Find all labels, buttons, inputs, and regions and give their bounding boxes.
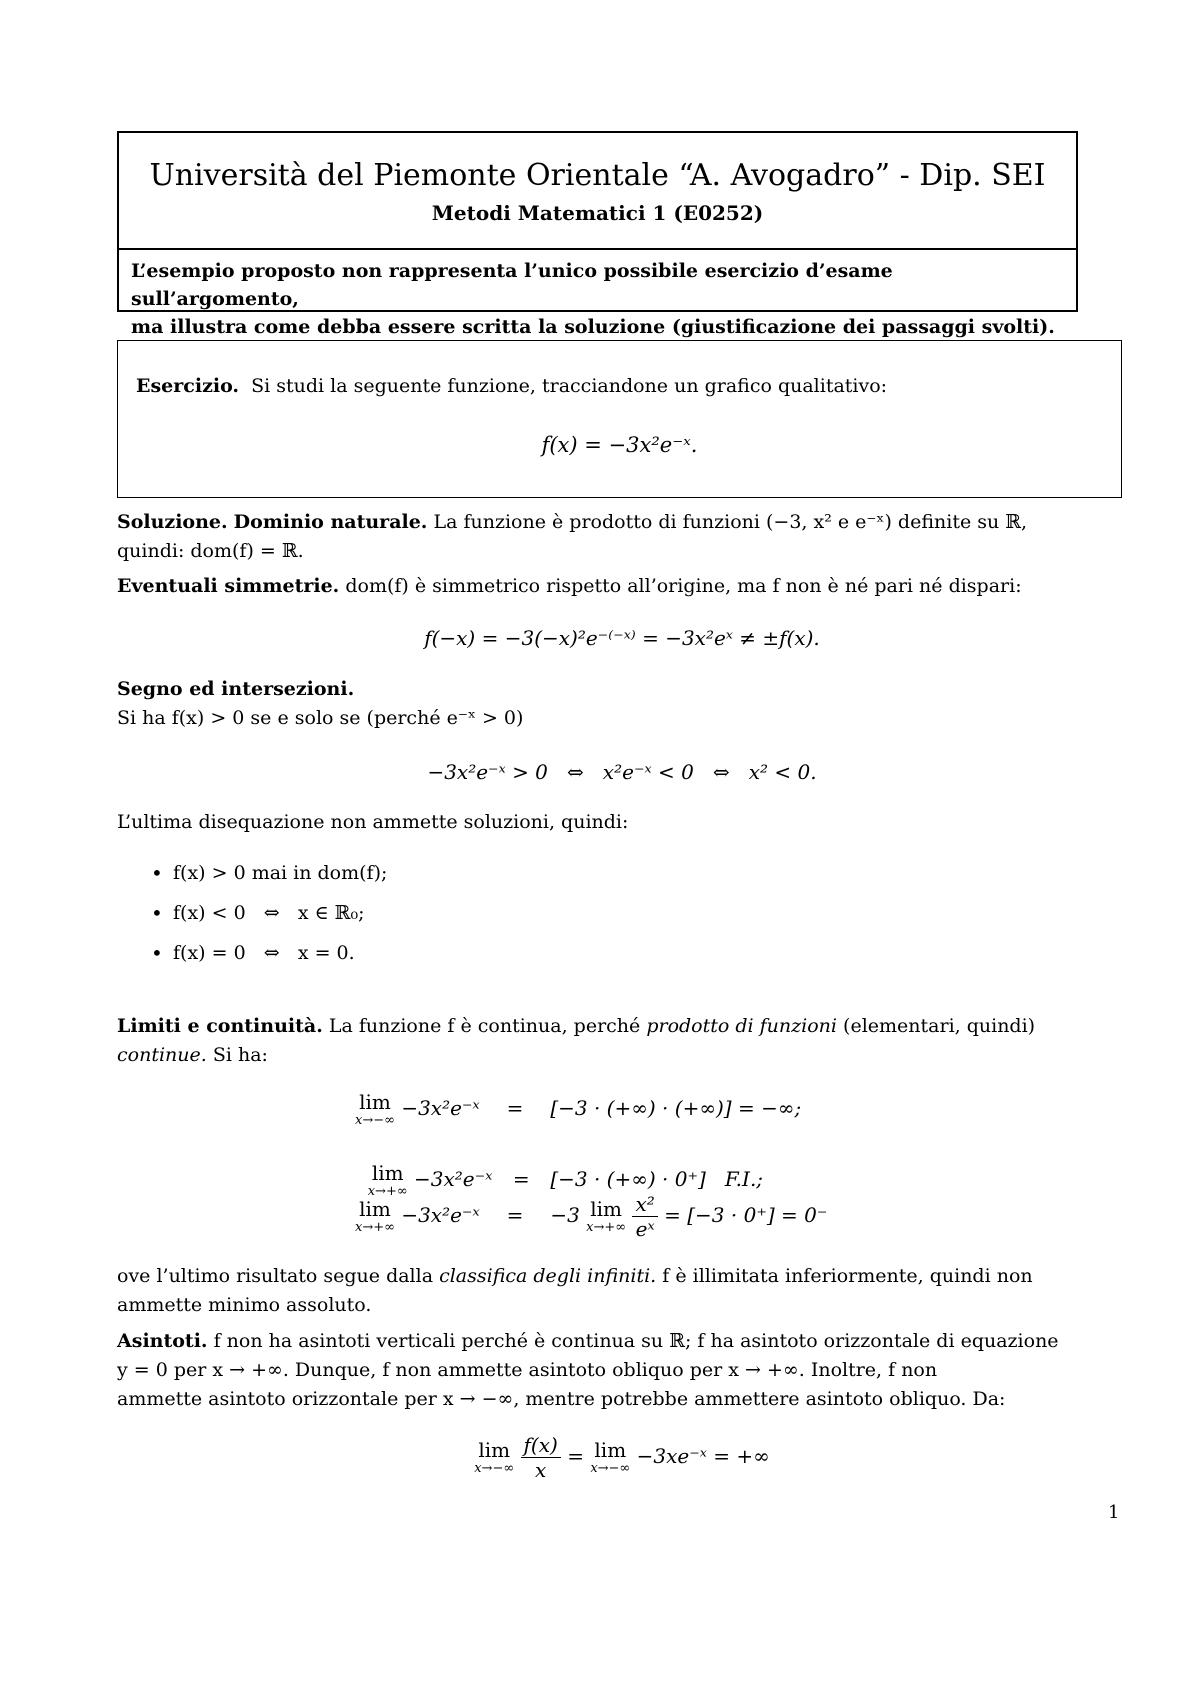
lim-sub: x→−∞ <box>355 1113 395 1128</box>
limits-after-b: classifica degli infiniti. <box>439 1265 657 1287</box>
domain-heading: Dominio naturale. <box>233 511 428 533</box>
final-rhs: −3xe⁻ˣ = +∞ <box>636 1444 770 1468</box>
limits-heading: Limiti e continuità. <box>117 1015 323 1037</box>
eq-sign: = <box>506 1203 524 1227</box>
university-title: Università del Piemonte Orientale “A. Avogadro” - Dip. SEI <box>149 158 1046 193</box>
domain-paragraph <box>117 508 1127 566</box>
lim-word: lim <box>359 1197 391 1221</box>
limits-text-d: continue. <box>117 1044 207 1066</box>
list-item: • f(x) < 0 ⇔ x ∈ ℝ₀; <box>145 902 1045 924</box>
final-limit <box>117 1433 1127 1482</box>
fraction-numerator: f(x) <box>521 1433 561 1458</box>
limits-text-c: (elementari, quindi) <box>843 1015 1036 1037</box>
asymptotes-paragraph <box>117 1327 1127 1414</box>
asymptotes-heading: Asintoti. <box>117 1330 208 1352</box>
header-box <box>117 131 1078 338</box>
sign-conclusion: L’ultima disequazione non ammette soluzioni, quindi: <box>117 811 629 833</box>
limit-lhs: −3x²e⁻ˣ <box>401 1096 480 1120</box>
domain-text-2: quindi: dom(f) = ℝ. <box>117 540 304 562</box>
disclaimer-line-2: ma illustra come debba essere scritta la soluzione (giustificazione dei passaggi svolti). <box>131 316 1055 338</box>
limit-row-2 <box>355 1139 1055 1198</box>
fraction-denominator: eˣ <box>635 1217 655 1241</box>
exercise-label: Esercizio. <box>136 375 240 397</box>
eq-sign: = <box>512 1167 530 1191</box>
limit-rhs: [−3 · (+∞) · 0⁺] F.I.; <box>550 1167 764 1191</box>
limits-text-a: La funzione f è continua, perché <box>328 1015 641 1037</box>
limit-lhs: −3x²e⁻ˣ <box>414 1167 493 1191</box>
limit-rhs: [−3 · (+∞) · (+∞)] = −∞; <box>550 1096 802 1120</box>
solution-label: Soluzione. <box>117 511 228 533</box>
fraction-numerator: x² <box>632 1192 657 1217</box>
lim-word: lim <box>359 1090 391 1114</box>
eq-sign: = <box>506 1096 524 1120</box>
disclaimer <box>131 257 1066 341</box>
symmetry-text: dom(f) è simmetrico rispetto all’origine, ma f non è né pari né dispari: <box>345 575 1022 597</box>
page-number: 1 <box>1108 1502 1120 1523</box>
domain-text-1: La funzione è prodotto di funzioni (−3, x² e e⁻ˣ) definite su ℝ, <box>433 511 1028 533</box>
symmetry-formula: f(−x) = −3(−x)²e⁻⁽⁻ˣ⁾ = −3x²eˣ ≠ ±f(x). <box>424 626 820 650</box>
sign-heading: Segno ed intersezioni. <box>117 678 355 700</box>
limit-row-1 <box>355 1092 1055 1127</box>
list-item: • f(x) = 0 ⇔ x = 0. <box>145 942 1045 964</box>
limit-rhs: = [−3 · 0⁺] = 0⁻ <box>664 1203 828 1227</box>
limits-after-paragraph <box>117 1262 1127 1320</box>
lim-sub: x→−∞ <box>474 1461 515 1476</box>
lim-sub: x→−∞ <box>590 1461 631 1476</box>
lim-word: lim <box>478 1438 511 1462</box>
course-title: Metodi Matematici 1 (E0252) <box>431 201 764 225</box>
exercise-formula: f(x) = −3x²e⁻ˣ. <box>541 433 698 457</box>
limits-after-c: f è illimitata inferiormente, quindi non <box>662 1265 1033 1287</box>
lim-word: lim <box>594 1438 627 1462</box>
lim-sub: x→+∞ <box>367 1184 408 1199</box>
exercise-text: Si studi la seguente funzione, tracciandone un grafico qualitativo: <box>251 375 888 397</box>
exercise-statement <box>136 375 887 397</box>
fraction <box>632 1192 657 1241</box>
lim-word: lim <box>590 1197 623 1221</box>
limits-text-b: prodotto di funzioni <box>646 1015 837 1037</box>
asymptotes-line-2: y = 0 per x → +∞. Dunque, f non ammette asintoto obliquo per x → +∞. Inoltre, f non <box>117 1359 938 1381</box>
lim-word: lim <box>371 1161 404 1185</box>
limits-paragraph <box>117 1012 1127 1070</box>
eq-sign: = <box>567 1444 584 1468</box>
symmetry-paragraph <box>117 572 1127 601</box>
disclaimer-line-1: L’esempio proposto non rappresenta l’unico possibile esercizio d’esame sull’argomento, <box>131 260 893 310</box>
sign-paragraph <box>117 675 1127 733</box>
header-divider <box>119 248 1076 250</box>
exercise-box <box>117 340 1122 498</box>
asymptotes-line-3: ammette asintoto orizzontale per x → −∞, mentre potrebbe ammettere asintoto obliquo. Da: <box>117 1388 1006 1410</box>
lim-sub: x→+∞ <box>586 1220 627 1235</box>
limit-row-3 <box>355 1192 1115 1241</box>
limit-lhs: −3x²e⁻ˣ <box>401 1203 480 1227</box>
asymptotes-line-1: f non ha asintoti verticali perché è continua su ℝ; f ha asintoto orizzontale di equazione <box>213 1330 1059 1352</box>
fraction <box>521 1433 561 1482</box>
limits-after-a: ove l’ultimo risultato segue dalla <box>117 1265 434 1287</box>
sign-formula: −3x²e⁻ˣ > 0 ⇔ x²e⁻ˣ < 0 ⇔ x² < 0. <box>427 760 817 784</box>
symmetry-heading: Eventuali simmetrie. <box>117 575 340 597</box>
limits-text-e: Si ha: <box>212 1044 268 1066</box>
fraction-denominator: x <box>535 1458 547 1482</box>
limits-after-d: ammette minimo assoluto. <box>117 1294 372 1316</box>
sign-text: Si ha f(x) > 0 se e solo se (perché e⁻ˣ > 0) <box>117 707 524 729</box>
sign-bullets <box>145 862 1045 982</box>
lim-sub: x→+∞ <box>355 1220 395 1235</box>
list-item: • f(x) > 0 mai in dom(f); <box>145 862 1045 884</box>
limit-rhs-coef: −3 <box>550 1203 580 1227</box>
